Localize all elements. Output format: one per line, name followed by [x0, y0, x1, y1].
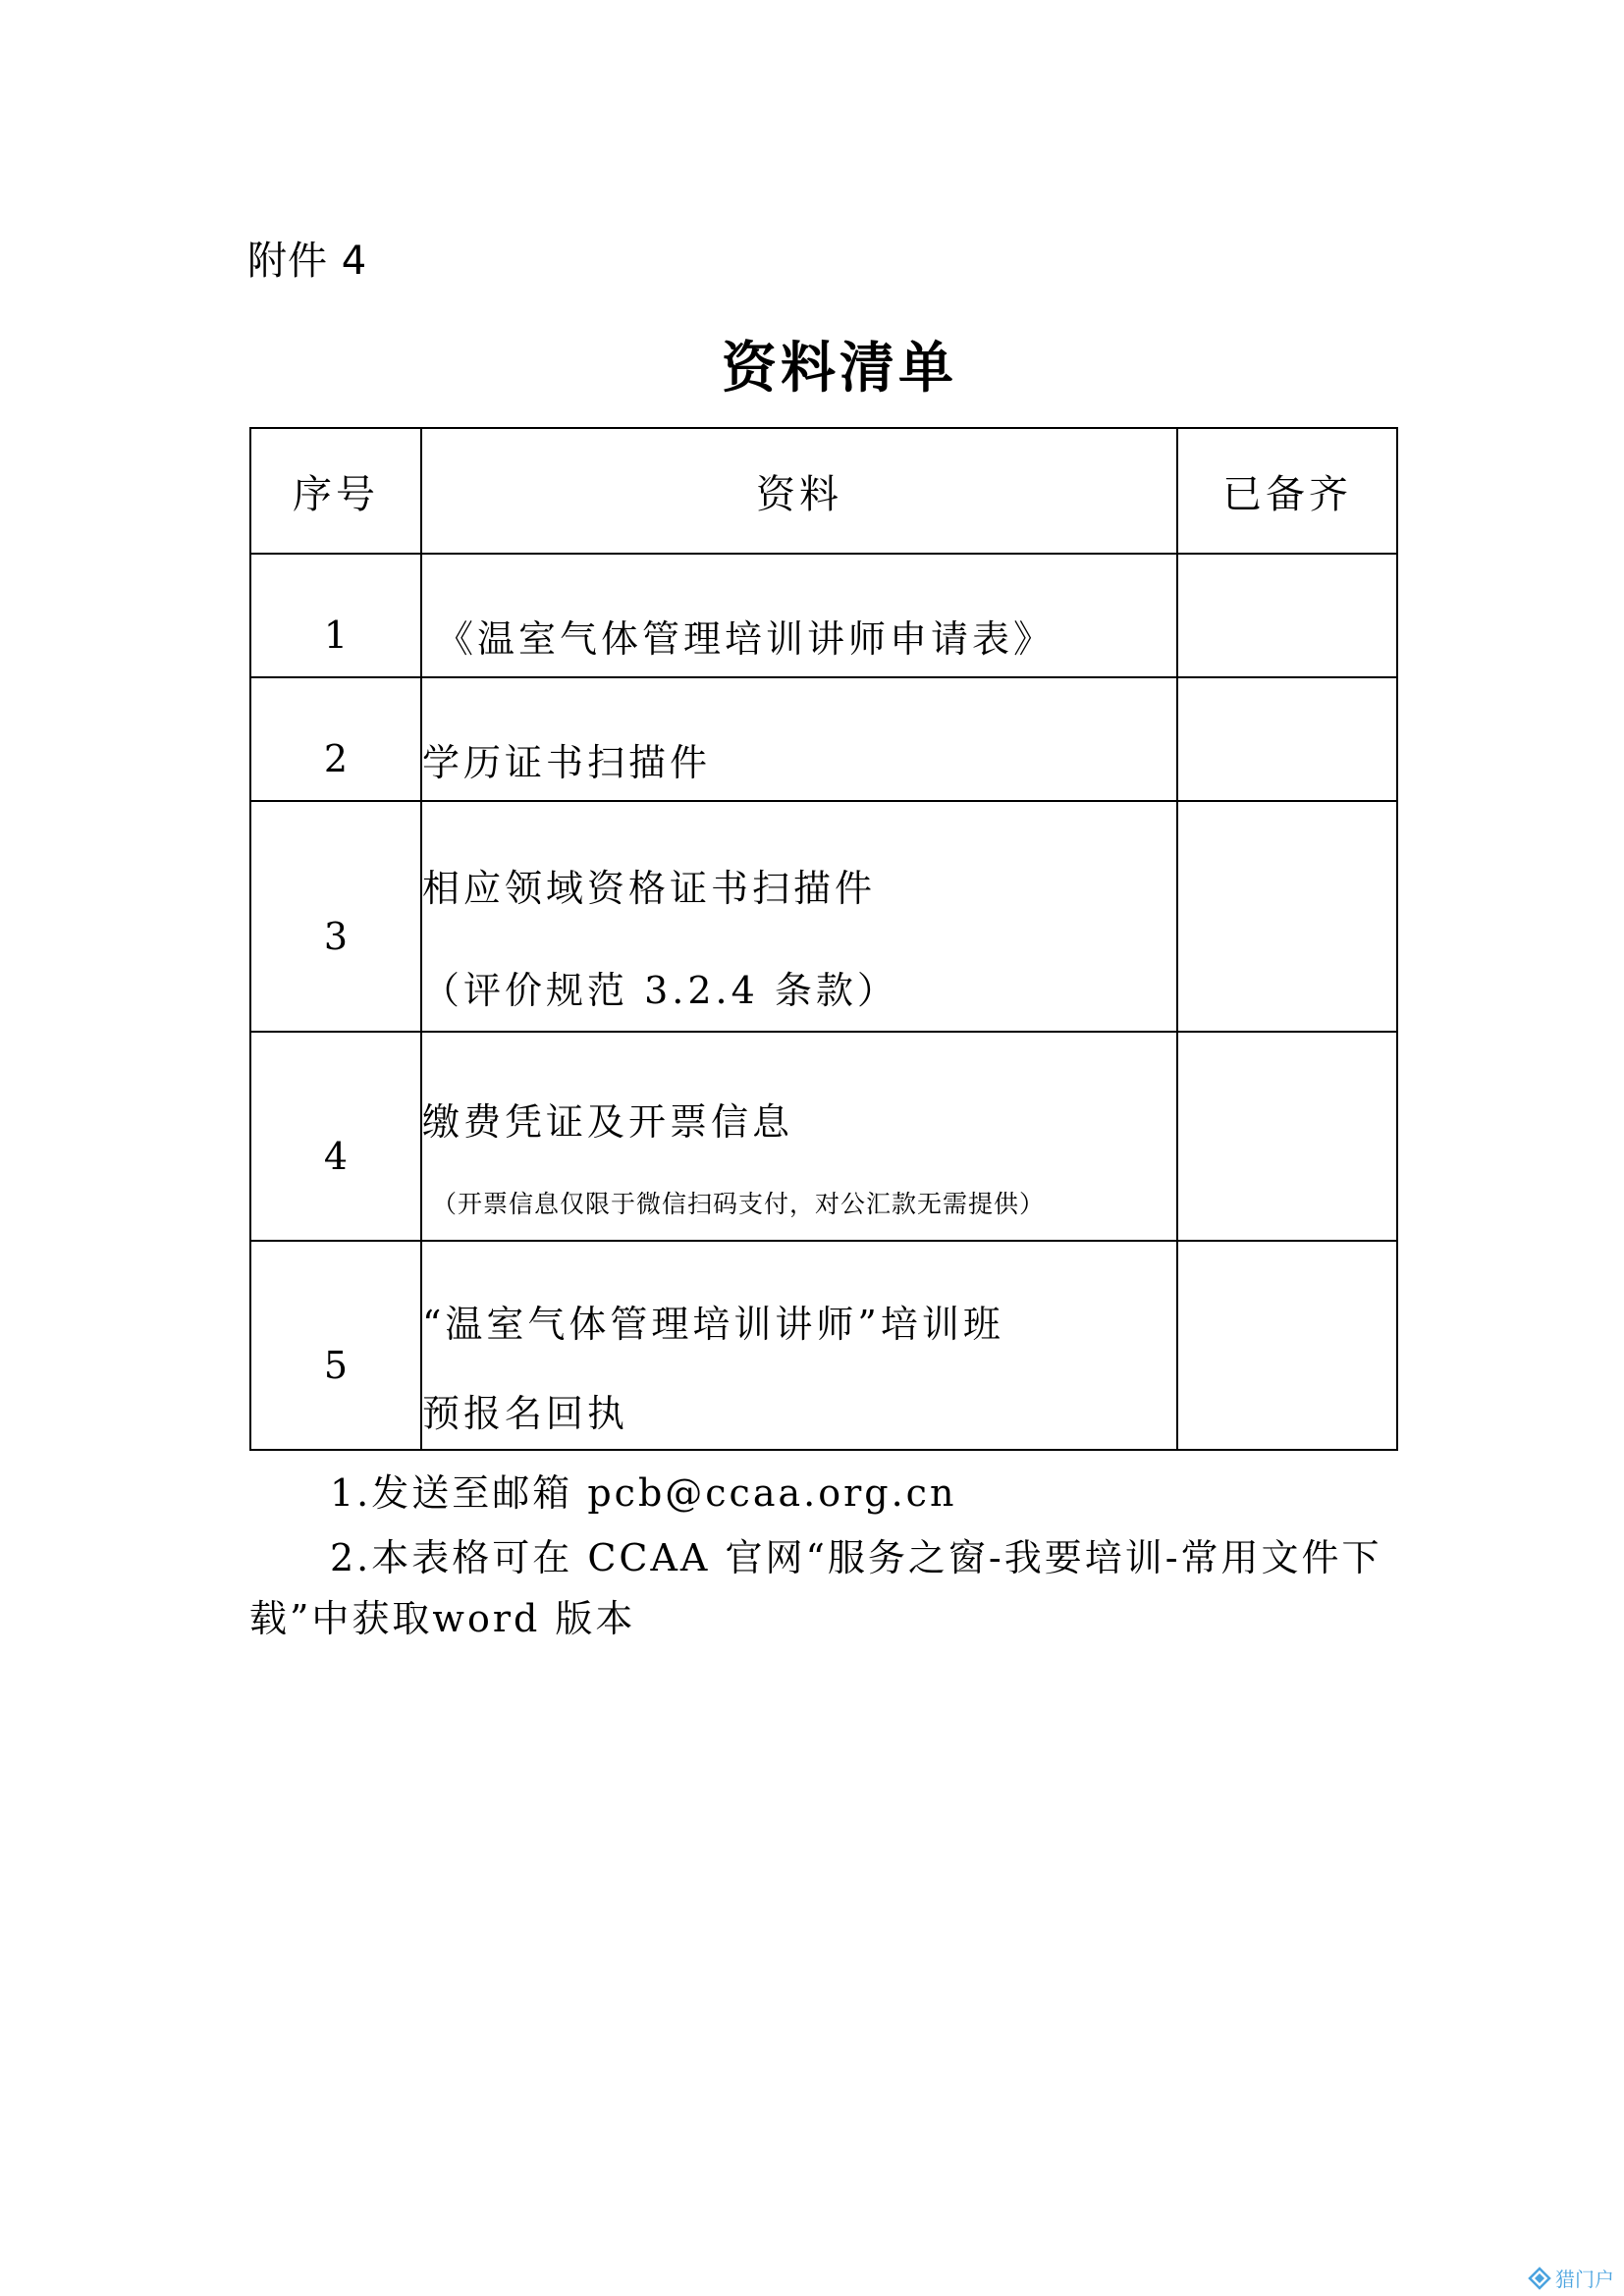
- header-number: 序号: [250, 428, 421, 554]
- row-ready-cell: [1177, 1032, 1397, 1241]
- material-line: 预报名回执: [422, 1391, 629, 1435]
- row-ready-cell: [1177, 554, 1397, 677]
- row-ready-cell: [1177, 1241, 1397, 1450]
- row-material: [421, 554, 1177, 677]
- material-line: 相应领域资格证书扫描件: [422, 867, 877, 910]
- row-material: [421, 677, 1177, 801]
- note-email-text: 1.发送至邮箱 pcb@ccaa.org.cn: [330, 1471, 957, 1515]
- material-line: 缴费凭证及开票信息: [422, 1100, 794, 1144]
- header-materials: 资料: [421, 428, 1177, 554]
- watermark: [1528, 2264, 1614, 2292]
- row-number-text: 5: [323, 1343, 349, 1387]
- row-number-text: 2: [323, 737, 349, 780]
- notes-section: [249, 1463, 1398, 1649]
- table-row: [250, 801, 1397, 1032]
- row-number: [250, 1032, 421, 1241]
- table-row: [250, 554, 1397, 677]
- table-row: [250, 1032, 1397, 1241]
- document-title: 资料清单: [722, 337, 957, 400]
- watermark-text: 猎门户: [1555, 2268, 1614, 2291]
- table-row: [250, 677, 1397, 801]
- table-header-row: [250, 428, 1397, 554]
- row-number-text: 3: [323, 914, 349, 958]
- row-material: [421, 801, 1177, 1032]
- header-ready: 已备齐: [1177, 428, 1397, 554]
- materials-checklist-table: [249, 427, 1398, 1451]
- note-download: [249, 1527, 1398, 1649]
- note-download-text: 2.本表格可在 CCAA 官网“服务之窗-我要培训-常用文件下载”中获取word 版本: [249, 1536, 1382, 1640]
- material-line: （评价规范 3.2.4 条款）: [422, 969, 898, 1012]
- row-number: [250, 801, 421, 1032]
- material-line: 《温室气体管理培训讲师申请表》: [436, 616, 1056, 661]
- row-number: [250, 554, 421, 677]
- row-number-text: 4: [323, 1134, 349, 1178]
- material-note: （开票信息仅限于微信扫码支付，对公汇款无需提供）: [432, 1190, 1046, 1218]
- table-row: [250, 1241, 1397, 1450]
- material-line: “温室气体管理培训讲师”培训班: [422, 1302, 1004, 1346]
- row-ready-cell: [1177, 677, 1397, 801]
- note-email: [249, 1463, 1398, 1523]
- row-material: [421, 1241, 1177, 1450]
- site-logo-icon: [1528, 2267, 1551, 2290]
- row-material: [421, 1032, 1177, 1241]
- row-number: [250, 1241, 421, 1450]
- material-line: 学历证书扫描件: [422, 740, 712, 784]
- row-number: [250, 677, 421, 801]
- row-ready-cell: [1177, 801, 1397, 1032]
- attachment-label: 附件 4: [247, 239, 368, 284]
- row-number-text: 1: [323, 614, 349, 657]
